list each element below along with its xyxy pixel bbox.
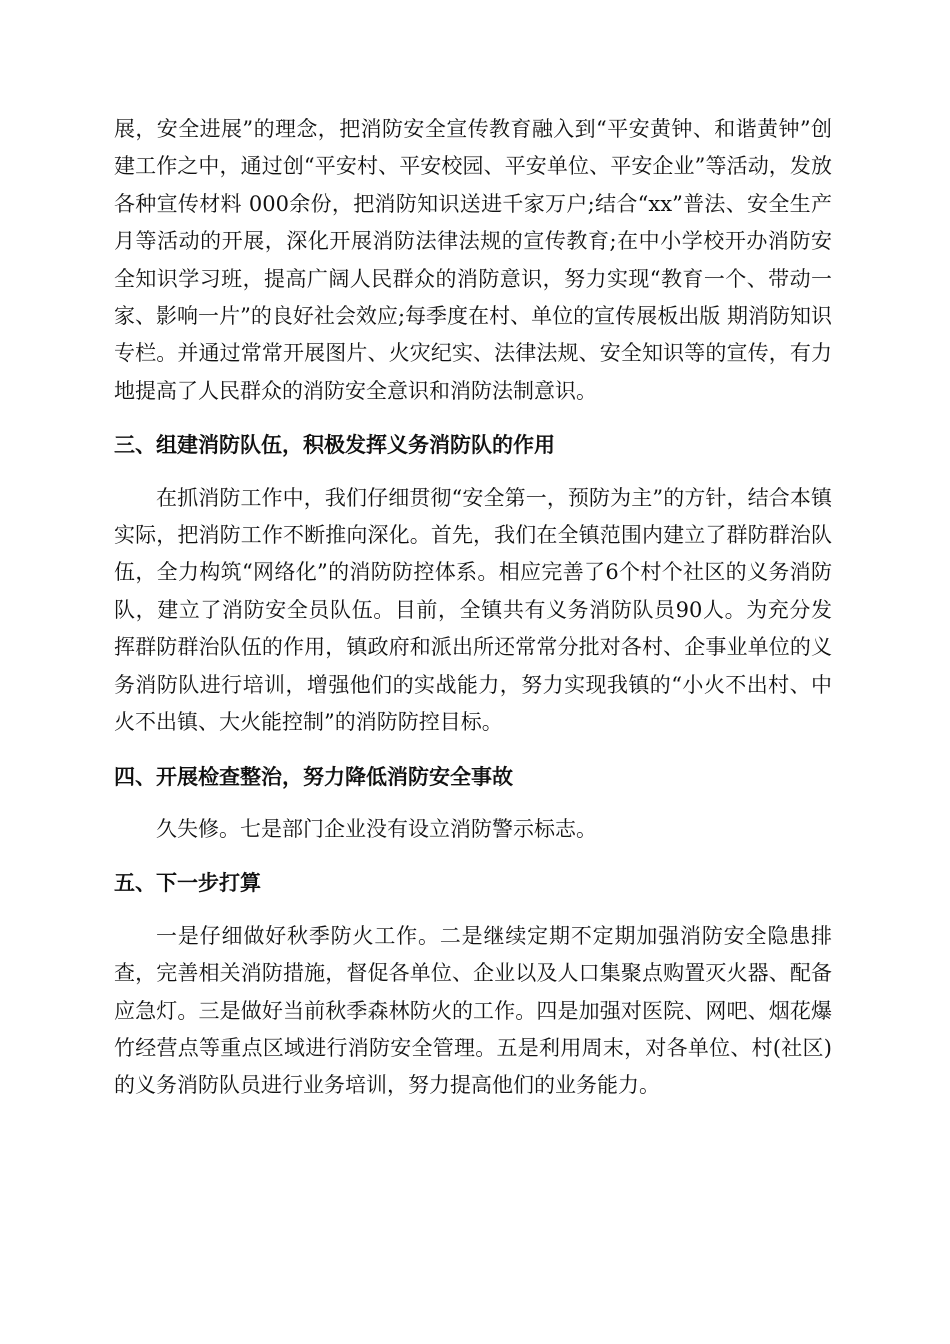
body-paragraph: 一是仔细做好秋季防火工作。二是继续定期不定期加强消防安全隐患排查，完善相关消防措施，督促各单位、企业以及人口集聚点购置灭火器、配备应急灯。三是做好当前秋季森林防火的工作。四是加强对医院、网吧、烟花爆竹经营点等重点区域进行消防安全管理。五是利用周末，对各单位、村(社区)的义务消防队员进行业务培训，努力提高他们的业务能力。 — [114, 923, 832, 1098]
body-paragraph: 在抓消防工作中，我们仔细贯彻“安全第一，预防为主”的方针，结合本镇实际，把消防工作不断推向深化。首先，我们在全镇范围内建立了群防群治队伍，全力构筑“网络化”的消防防控体系。相应完善了6个村个社区的义务消防队，建立了消防安全员队伍。目前，全镇共有义务消防队员90人。为充分发挥群防群治队伍的作用，镇政府和派出所还常常分批对各村、企事业单位的义务消防队进行培训，增强他们的实战能力，努力实现我镇的“小火不出村、中火不出镇、大火能控制”的消防防控目标。 — [114, 485, 832, 735]
section-heading-5: 五、下一步打算 — [114, 871, 261, 896]
document-page — [114, 111, 832, 1105]
body-paragraph: 久失修。七是部门企业没有设立消防警示标志。 — [156, 816, 597, 841]
body-paragraph: 展，安全进展”的理念，把消防安全宣传教育融入到“平安黄钟、和谐黄钟”创建工作之中，通过创“平安村、平安校园、平安单位、平安企业”等活动，发放各种宣传材料 000余份，把消防知识送进千家万户;结合“xx”普法、安全生产月等活动的开展，深化开展消防法律法规的宣传教育;在中小学校开办消防安全知识学习班，提高广阔人民群众的消防意识，努力实现“教育一个、带动一家、影响一片”的良好社会效应;每季度在村、单位的宣传展板出版 期消防知识专栏。并通过常常开展图片、火灾纪实、法律法规、安全知识等的宣传，有力地提高了人民群众的消防安全意识和消防法制意识。 — [114, 117, 832, 403]
section-heading-3: 三、组建消防队伍，积极发挥义务消防队的作用 — [114, 433, 555, 458]
section-heading-4: 四、开展检查整治，努力降低消防安全事故 — [114, 764, 513, 789]
